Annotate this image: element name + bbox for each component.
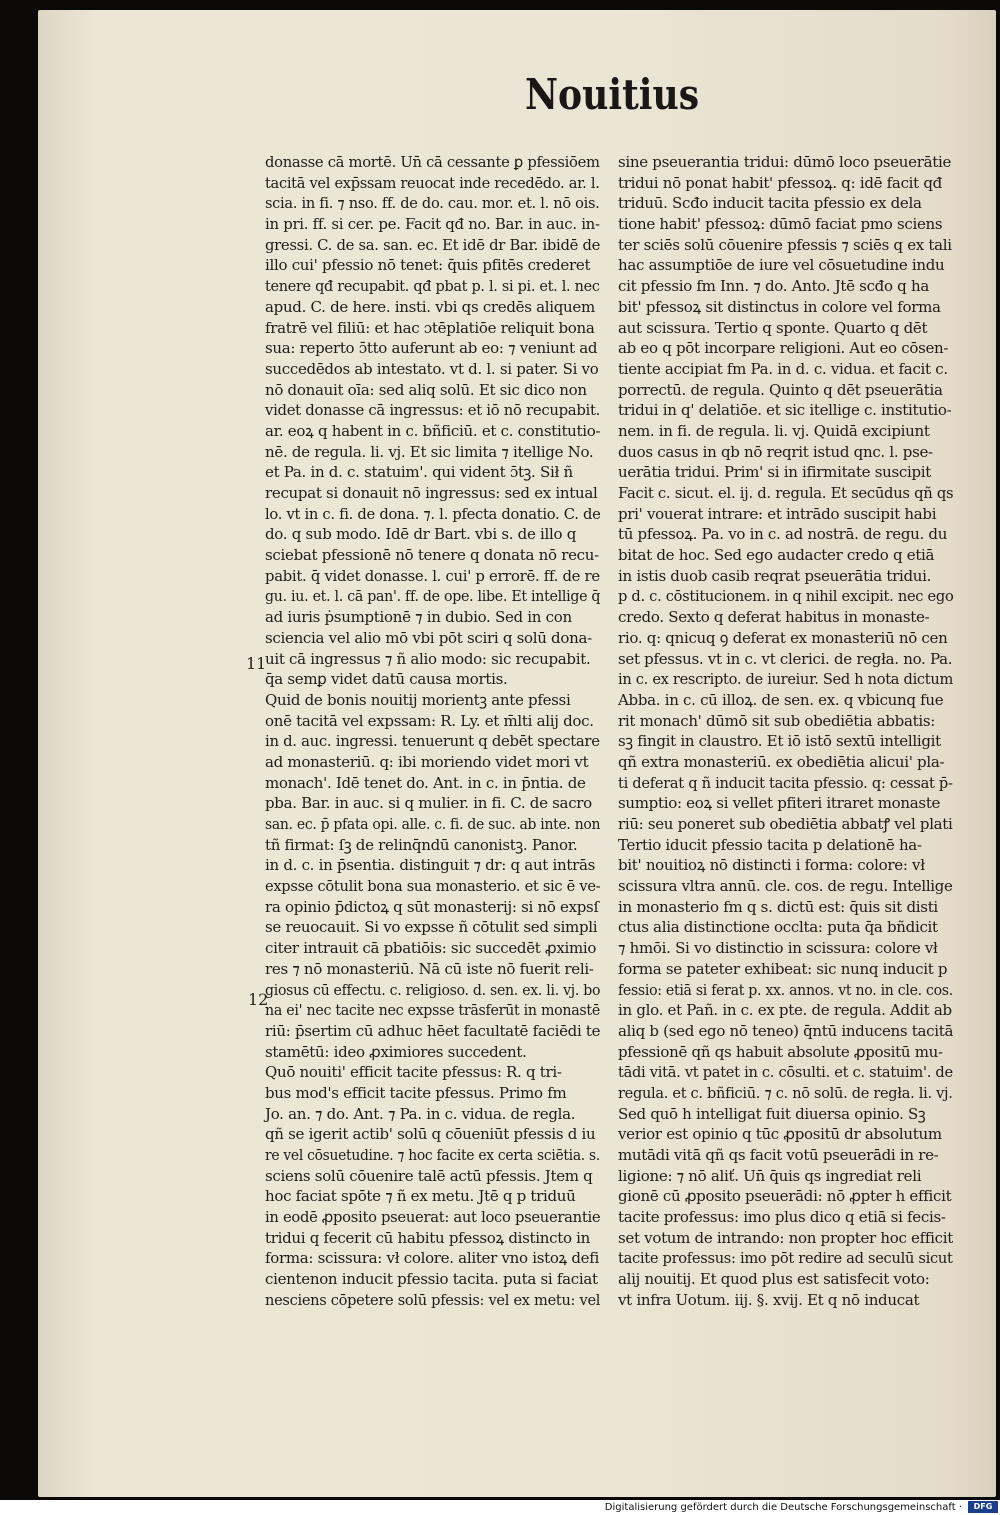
text-line: tñ firmat: ſꝫ de relinq̄ndū canonistꝫ. Panor. [265, 835, 578, 854]
text-line: gionē cū ꝓposito pseuerādi: nō ꝓpter h efficit [618, 1187, 952, 1206]
text-line: in c. ex rescripto. de iureiur. Sed h nota dictum [618, 670, 953, 689]
text-line: apud. C. de here. insti. vbi qs credēs aliquem [265, 297, 595, 316]
text-line: qñ extra monasteriū. ex obediētia alicui' pla- [618, 752, 945, 771]
text-line: in d. c. in p̄sentia. distinguit ⁊ dr: q aut intrās [265, 856, 595, 875]
text-line: giosus cū effectu. c. religioso. d. sen. ex. li. vj. bo [265, 980, 601, 999]
text-line: bus mod's efficit tacite pfessus. Primo fm [265, 1083, 567, 1102]
text-line: ⁊ hmōi. Si vo distinctio in scissura: colore vł [618, 939, 938, 958]
text-line: gu. iu. et. l. cā pan'. ff. de ope. libe. Et intellige q̄ [265, 587, 601, 606]
text-line: set votum de intrando: non propter hoc efficit [618, 1228, 953, 1247]
text-line: triduū. Scđo inducit tacita pfessio ex dela [618, 194, 922, 213]
running-head: Nouitius [525, 70, 700, 119]
text-line: tridui nō ponat habit' pfessoꝝ. q: idē facit qđ [618, 173, 942, 192]
text-line: ra opinio p̄dictoꝝ q sūt monasterij: si nō expsſ [265, 897, 599, 916]
text-line: tacite professus: imo plus dico q etiā si fecis- [618, 1208, 946, 1227]
text-line: lo. vt in c. fi. de dona. ⁊. l. pfecta donatio. C. de [265, 504, 601, 523]
text-line: tridui q fecerit cū habitu pfessoꝝ distincto in [265, 1228, 591, 1247]
text-line: re vel cōsuetudine. ⁊ hoc facite ex certa sciētia. s. [265, 1146, 601, 1164]
text-line: porrectū. de regula. Quinto q dēt pseuerātia [618, 380, 943, 399]
text-line: Quō nouiti' efficit tacite pfessus: R. q tri- [265, 1063, 562, 1082]
text-line: aliq b (sed ego nō teneo) q̄ntū inducens tacitā [618, 1021, 954, 1040]
text-line: donasse cā mortē. Un̄ cā cessante ꝑ pfessiōem [265, 153, 600, 171]
text-line: riū: seu poneret sub obediētia abbatꝭ vel plati [618, 815, 953, 833]
text-line: fessio: etiā si ferat p. xx. annos. vt no. in cle. cos. [618, 980, 953, 999]
text-line: gressi. C. de sa. san. ec. Et idē dr Bar. ibidē de [265, 235, 601, 254]
text-line: sine pseuerantia tridui: dūmō loco pseuerātie [618, 153, 952, 171]
left-text-column [265, 152, 600, 1311]
text-line: tacitā vel exp̄ssam reuocat inde recedēdo. ar. l. [265, 173, 600, 192]
text-line: pba. Bar. in auc. si q mulier. in fi. C. de sacro [265, 794, 592, 813]
text-line: pri' vouerat intrare: et intrādo suscipit habi [618, 504, 937, 523]
text-line: uerātia tridui. Prim' si in ifirmitate suscipit [618, 463, 932, 482]
text-line: forma: scissura: vł colore. aliter vno istoꝝ defi [265, 1249, 600, 1268]
text-line: pfessionē qñ qs habuit absolute ꝓpositū mu- [618, 1042, 943, 1061]
text-line: set pfessus. vt in c. vt clerici. de regła. no. Pa. [618, 649, 953, 668]
text-line: in pri. ff. si cer. pe. Facit qđ no. Bar. in auc. in- [265, 215, 600, 234]
text-line: nō donauit oīa: sed aliq solū. Et sic dico non [265, 380, 587, 399]
text-line: ti deferat q ñ inducit tacita pfessio. q: cessat p̄- [618, 773, 953, 792]
text-line: onē tacitā vel expssam: R. Ly. et m̄lti alij doc. [265, 711, 594, 730]
text-line: res ⁊ nō monasteriū. Nā cū iste nō fuerit reli- [265, 959, 594, 978]
text-line: bit' nouitioꝝ nō distincti i forma: colore: vł [618, 856, 925, 875]
text-line: credo. Sexto q deferat habitus in monaste- [618, 608, 930, 627]
text-line: vt infra Uotum. iij. §. xvij. Et q nō inducat [618, 1290, 920, 1309]
margin-question-number: 11 [246, 654, 267, 673]
text-line: p d. c. cōstitucionem. in q nihil excipit. nec ego [618, 587, 954, 606]
text-line: ctus alia distinctione occlta: puta q̄a bñdicit [618, 918, 938, 937]
text-line: verior est opinio q tūc ꝓpositū dr absolutum [618, 1125, 942, 1144]
text-line: tiente accipiat fm Pa. in d. c. vidua. et facit c. [618, 359, 948, 378]
text-line: duos casus in qb nō reqrit istud qnc. l. pse- [618, 442, 933, 461]
text-line: Sed quō h intelligat fuit diuersa opinio. Sꝫ [618, 1104, 926, 1123]
text-line: Quid de bonis nouitij morientꝫ ante pfessi [265, 690, 571, 709]
text-line: rio. q: qnicuq ꝯ deferat ex monasteriū nō cen [618, 628, 948, 647]
text-line: videt donasse cā ingressus: et iō nō recupabit. [265, 401, 601, 420]
text-line: tacite professus: imo pōt redire ad seculū sicut [618, 1249, 953, 1268]
text-line: Tertio iducit pfessio tacita p delationē ha- [618, 835, 922, 854]
text-line: citer intrauit cā pbatiōis: sic succedēt ꝓximio [265, 939, 597, 958]
text-line: in eodē ꝓposito pseuerat: aut loco pseuerantie [265, 1208, 601, 1227]
text-line: scia. in fi. ⁊ nso. ff. de do. cau. mor. et. l. nō ois. [265, 194, 600, 213]
text-line: Abba. in c. cū illoꝝ. de sen. ex. q vbicunq fue [618, 690, 944, 709]
text-line: illo cui' pfessio nō tenet: q̄uis pfitēs crederet [265, 256, 591, 275]
funding-credit: Digitalisierung gefördert durch die Deutsche Forschungsgemeinschaft · [604, 1502, 962, 1513]
text-line: cientenon inducit pfessio tacita. puta si faciat [265, 1270, 598, 1289]
text-line: in glo. et Pañ. in c. ex pte. de regula. Addit ab [618, 1001, 952, 1020]
text-line: fratrē vel filiū: et hac ɔtēplatiōe reliquit bona [265, 318, 595, 337]
text-line: bit' pfessoꝝ sit distinctus in colore vel forma [618, 297, 941, 316]
text-line: san. ec. p̄ pfata opi. alle. c. fi. de suc. ab inte. non [265, 815, 601, 833]
text-line: nesciens cōpetere solū pfessis: vel ex metu: vel [265, 1290, 601, 1309]
right-text-column [618, 152, 953, 1311]
text-line: et Pa. in d. c. statuim'. qui vident ɔ̄tꝫ. Sił ñ [265, 463, 573, 482]
text-line: tione habit' pfessoꝝ: dūmō faciat pmo sciens [618, 215, 943, 234]
text-line: hac assumptiōe de iure vel cōsuetudine indu [618, 256, 945, 275]
text-line: aut scissura. Tertio q sponte. Quarto q dēt [618, 318, 928, 337]
text-line: alij nouitij. Et quod plus est satisfecit voto: [618, 1270, 930, 1289]
text-line: rit monach' dūmō sit sub obediētia abbatis: [618, 711, 935, 730]
text-line: sumptio: eoꝝ si vellet pfiteri itraret monaste [618, 794, 941, 813]
text-line: tādi vitā. vt patet in c. cōsulti. et c. statuim'. de [618, 1063, 953, 1082]
text-line: ad monasteriū. q: ibi moriendo videt mori vt [265, 752, 589, 771]
text-line: in istis duob casib reqrat pseuerātia tridui. [618, 566, 932, 585]
text-line: uit cā ingressus ⁊ ñ alio modo: sic recupabit. [265, 649, 591, 668]
text-line: tridui in q' delatiōe. et sic itellige c. institutio- [618, 401, 952, 420]
text-line: qñ se igerit actib' solū q cōueniūt pfessis d iu [265, 1125, 596, 1144]
text-line: in d. auc. ingressi. tenuerunt q debēt spectare [265, 732, 600, 751]
text-line: stamētū: ideo ꝓximiores succedent. [265, 1042, 527, 1061]
text-line: ar. eoꝝ q habent in c. bñficiū. et c. constitutio- [265, 421, 601, 440]
text-line: tenere qđ recupabit. qđ pbat p. l. si pi. et. l. nec [265, 277, 600, 296]
text-line: hoc faciat spōte ⁊ ñ ex metu. Jtē q p triduū [265, 1187, 576, 1206]
text-line: ad iuris ṗsumptionē ⁊ in dubio. Sed in con [265, 608, 572, 627]
text-line: ligione: ⁊ nō aliť. Un̄ q̄uis qs ingrediat reli [618, 1166, 922, 1185]
text-line: sciencia vel alio mō vbi pōt sciri q solū dona- [265, 628, 592, 647]
text-line: se reuocauit. Si vo expsse ñ cōtulit sed simpli [265, 918, 598, 937]
text-line: sciebat pfessionē nō tenere q donata nō recu- [265, 546, 599, 565]
text-line: na ei' nec tacite nec expsse trāsferūt in monastē [265, 1001, 600, 1020]
text-line: pabit. q̄ videt donasse. l. cui' p errorē. ff. de re [265, 566, 600, 585]
text-line: q̄a semꝑ videt datū causa mortis. [265, 670, 508, 689]
text-line: riū: p̄sertim cū adhuc hēet facultatē faciēdi te [265, 1021, 601, 1040]
text-line: sciens solū cōuenire talē actū pfessis. Jtem q [265, 1166, 593, 1185]
text-line: regula. et c. bñficiū. ⁊ c. nō solū. de regła. li. vj. [618, 1083, 953, 1102]
text-line: nē. de regula. li. vj. Et sic limita ⁊ itellige No. [265, 442, 594, 461]
text-line: ter sciēs solū cōuenire pfessis ⁊ sciēs q ex tali [618, 235, 952, 254]
dfg-logo: DFG [968, 1501, 998, 1513]
text-line: cit pfessio fm Inn. ⁊ do. Anto. Jtē scđo q ha [618, 277, 929, 296]
text-line: expsse cōtulit bona sua monasterio. et sic ē ve- [265, 877, 601, 896]
text-line: sua: reperto ɔ̄tto auferunt ab eo: ⁊ veniunt ad [265, 339, 598, 358]
text-line: ab eo q pōt incorpare religioni. Aut eo cōsen- [618, 339, 949, 358]
text-line: in monasterio fm q s. dictū est: q̄uis sit disti [618, 897, 938, 916]
text-line: scissura vltra annū. cle. cos. de regu. Intellige [618, 877, 953, 896]
text-line: do. q sub modo. Idē dr Bart. vbi s. de illo q [265, 525, 576, 544]
text-line: sꝫ fingit in claustro. Et iō istō sextū intelligit [618, 732, 941, 751]
text-line: bitat de hoc. Sed ego audacter credo q etiā [618, 546, 935, 565]
text-line: monach'. Idē tenet do. Ant. in c. in p̄ntia. de [265, 773, 586, 792]
text-line: recupat si donauit nō ingressus: sed ex intual [265, 484, 598, 502]
text-line: nem. in fi. de regula. li. vj. Quidā excipiunt [618, 421, 930, 440]
text-line: Facit c. sicut. el. ij. d. regula. Et secūdus qñ qs [618, 484, 954, 502]
digitization-footer [0, 1500, 1000, 1515]
text-line: mutādi vitā qñ qs facit votū pseuerādi in re- [618, 1146, 939, 1164]
text-line: forma se pateter exhibeat: sic nunq inducit p [618, 959, 948, 978]
text-line: succedēdos ab intestato. vt d. l. si pater. Si vo [265, 359, 599, 378]
margin-question-number: 12 [248, 990, 269, 1009]
text-line: Jo. an. ⁊ do. Ant. ⁊ Pa. in c. vidua. de regla. [265, 1104, 576, 1123]
text-line: tū pfessoꝝ. Pa. vo in c. ad nostrā. de regu. du [618, 525, 948, 544]
